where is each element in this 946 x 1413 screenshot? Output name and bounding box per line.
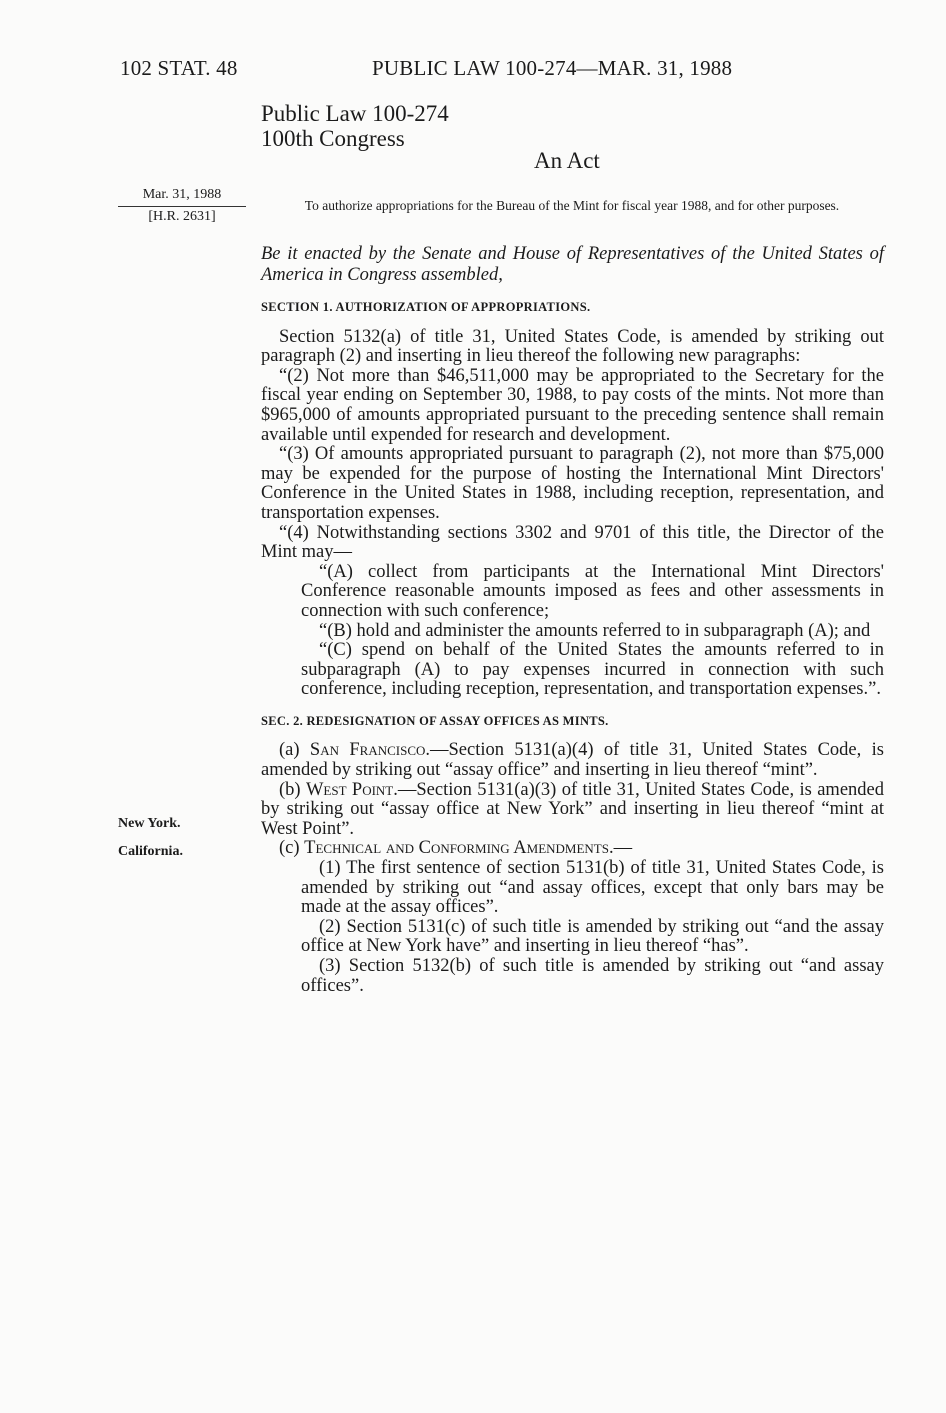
running-head: PUBLIC LAW 100-274—MAR. 31, 1988	[372, 56, 733, 80]
enactment-date: Mar. 31, 1988	[142, 187, 222, 202]
amendment-1: (1) The first sentence of section 5131(b) of title 31, United States Code, is amended by striking out “and assay offices, except that only bars may be made at the assay offices”.	[301, 858, 884, 918]
act-title: An Act	[534, 148, 600, 173]
amendment-2: (2) Section 5131(c) of such title is amended by striking out “and the assay office at New York have” and inserting in lieu thereof “has”.	[301, 916, 884, 957]
margin-divider	[118, 206, 246, 207]
subsection-a-caption: San Francisco	[309, 740, 426, 761]
paragraph-3: “(3) Of amounts appropriated pursuant to paragraph (2), not more than $75,000 may be expended for the purpose of hosting the International Mint Directors' Conference in the United States in 1988, including reception, representation, and transportation expenses.	[261, 444, 884, 523]
paragraph-2: “(2) Not more than $46,511,000 may be appropriated to the Secretary for the fiscal year ending on September 30, 1988, to pay costs of the mints. Not more than $965,000 of amounts appropriated pursuant to the preceding sentence shall remain available until expended for research and development.	[261, 365, 884, 445]
congress-number: 100th Congress	[261, 126, 405, 151]
margin-note-new-york: New York.	[118, 816, 181, 831]
law-body	[261, 244, 884, 996]
subsection-c-caption: Technical and Conforming Amendments	[304, 838, 609, 859]
section-1-heading: SECTION 1. AUTHORIZATION OF APPROPRIATIONS.	[261, 300, 591, 314]
subsection-b-caption: West Point	[305, 779, 394, 800]
paragraph-4: “(4) Notwithstanding sections 3302 and 9701 of this title, the Director of the Mint may—	[261, 522, 884, 563]
subparagraph-a: “(A) collect from participants at the International Mint Directors' Conference reasonable amounts imposed as fees and other assessments in connection with such conference;	[301, 561, 884, 621]
public-law-number: Public Law 100-274	[261, 101, 449, 126]
subsection-c: (c) Technical and Conforming Amendments.—	[279, 838, 633, 859]
section-1-intro: Section 5132(a) of title 31, United States Code, is amended by striking out paragraph (2) and inserting in lieu thereof the following new paragraphs:	[261, 326, 884, 367]
subsection-a: (a) San Francisco.—Section 5131(a)(4) of title 31, United States Code, is amended by striking out “assay office” and inserting in lieu thereof “mint”.	[261, 740, 884, 781]
subsection-b: (b) West Point.—Section 5131(a)(3) of title 31, United States Code, is amended by striking out “assay office at New York” and inserting in lieu thereof “mint at West Point”.	[261, 779, 884, 839]
stat-page-number: 102 STAT. 48	[120, 56, 238, 80]
section-2-heading: SEC. 2. REDESIGNATION OF ASSAY OFFICES AS MINTS.	[261, 713, 609, 728]
enacting-clause: Be it enacted by the Senate and House of Representatives of the United States of America in Congress assembled,	[261, 244, 884, 285]
law-title-block	[261, 101, 449, 151]
subparagraph-c: “(C) spend on behalf of the United States the amounts referred to in subparagraph (A) to pay expenses incurred in connection with such conference, including reception, representation, and transportation expenses.”.	[301, 640, 884, 700]
subparagraph-b: “(B) hold and administer the amounts referred to in subparagraph (A); and	[319, 620, 871, 641]
amendment-3: (3) Section 5132(b) of such title is amended by striking out “and assay offices”.	[301, 956, 884, 996]
purpose-statement: To authorize appropriations for the Bureau of the Mint for fiscal year 1988, and for other purposes.	[304, 198, 840, 213]
bill-number: [H.R. 2631]	[148, 209, 216, 224]
margin-date-block	[118, 186, 246, 226]
margin-note-california: California.	[118, 844, 183, 859]
